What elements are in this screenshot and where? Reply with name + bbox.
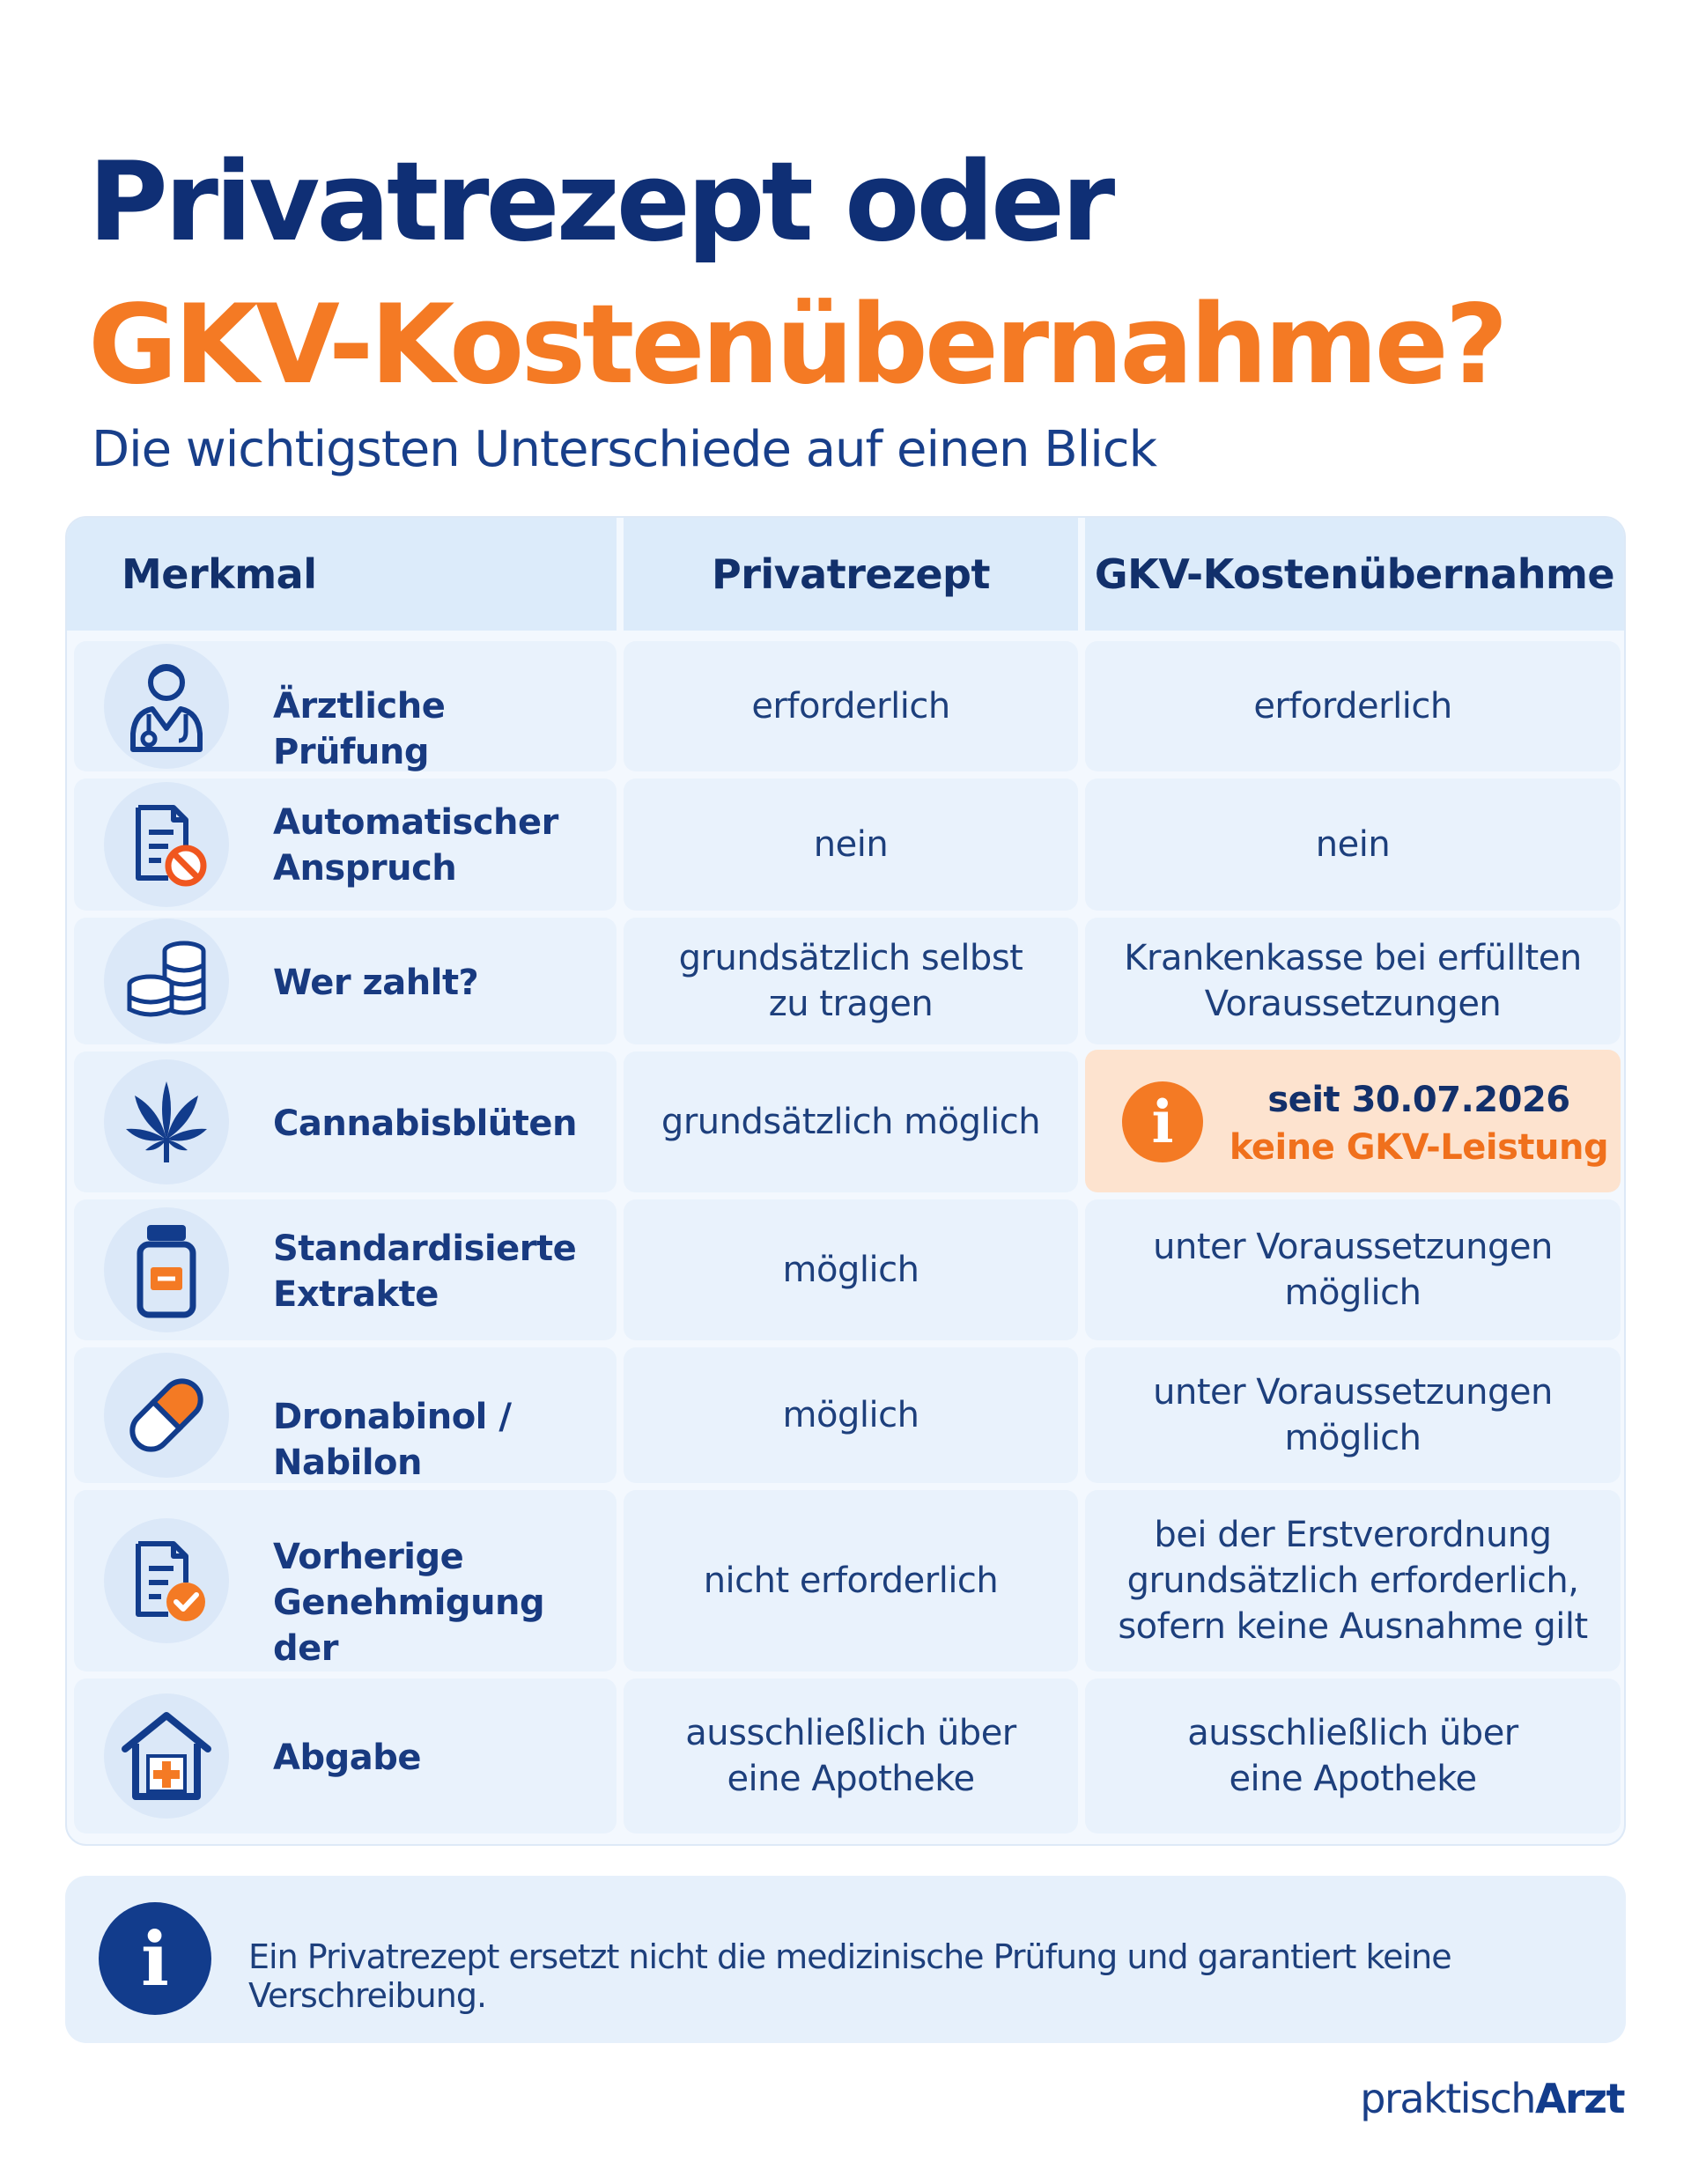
info-icon: i [1122, 1081, 1203, 1162]
column-header-privatrezept: Privatrezept [624, 518, 1078, 631]
title-line-2: GKV-Kostenübernahme? [88, 282, 1505, 409]
feature-label: Ärztliche Prüfung [273, 686, 446, 772]
feature-label: Standardisierte Extrakte [273, 1228, 577, 1315]
gkv-cell: nein [1085, 778, 1621, 911]
info-note [65, 1876, 1626, 2043]
table-row-feature [74, 1490, 617, 1671]
privat-cell: ausschließlich über eine Apotheke [624, 1679, 1078, 1834]
gkv-cell: Krankenkasse bei erfüllten Voraussetzungen [1085, 918, 1621, 1044]
feature-label: Wer zahlt? [273, 963, 479, 1003]
feature-label: Cannabisblüten [273, 1103, 577, 1144]
privat-cell: nein [624, 778, 1078, 911]
table-row-feature [74, 1199, 617, 1340]
column-header-gkv: GKV-Kostenübernahme [1085, 518, 1624, 631]
highlight-warning: keine GKV-Leistung [1229, 1127, 1609, 1168]
coins-icon [104, 919, 229, 1044]
table-row-feature [74, 641, 617, 771]
cannabis-leaf-icon [104, 1059, 229, 1184]
privat-cell: grundsätzlich möglich [624, 1051, 1078, 1192]
document-prohibited-icon [104, 782, 229, 907]
privat-cell: möglich [624, 1199, 1078, 1340]
brand-part-1: praktisch [1360, 2075, 1535, 2122]
privat-cell: möglich [624, 1347, 1078, 1483]
feature-label: Vorherige Genehmigung der [273, 1537, 545, 1669]
brand-logo [1360, 2075, 1624, 2122]
privat-cell: nicht erforderlich [624, 1490, 1078, 1671]
pharmacy-icon [104, 1693, 229, 1819]
privat-cell: erforderlich [624, 641, 1078, 771]
column-header-merkmal: Merkmal [67, 518, 617, 631]
info-icon: i [99, 1902, 211, 2015]
table-row-feature [74, 918, 617, 1044]
gkv-cell: bei der Erstverordnung grundsätzlich erforderlich, sofern keine Ausnahme gilt [1085, 1490, 1621, 1671]
feature-label: Dronabinol / Nabilon [273, 1397, 512, 1483]
document-check-icon [104, 1518, 229, 1643]
table-row-feature [74, 778, 617, 911]
table-row-feature [74, 1347, 617, 1483]
feature-label: Abgabe [273, 1738, 421, 1778]
gkv-cell: unter Voraussetzungen möglich [1085, 1347, 1621, 1483]
subtitle: Die wichtigsten Unterschiede auf einen Blick [92, 421, 1157, 478]
privat-cell: grundsätzlich selbst zu tragen [624, 918, 1078, 1044]
capsule-icon [104, 1353, 229, 1478]
table-row-feature [74, 1679, 617, 1834]
comparison-table [65, 516, 1626, 1846]
doctor-icon [104, 644, 229, 769]
highlight-text [1226, 1076, 1612, 1171]
medicine-jar-icon [104, 1207, 229, 1332]
feature-label: Automatischer Anspruch [273, 802, 558, 889]
info-note-text: Ein Privatrezept ersetzt nicht die medizinische Prüfung und garantiert keine Verschreibung. [248, 1937, 1451, 2015]
brand-part-2: Arzt [1534, 2075, 1624, 2122]
table-row-feature [74, 1051, 617, 1192]
title-line-1: Privatrezept oder [88, 139, 1112, 266]
gkv-highlight-cell [1085, 1050, 1621, 1192]
gkv-cell: ausschließlich über eine Apotheke [1085, 1679, 1621, 1834]
gkv-cell: unter Voraussetzungen möglich [1085, 1199, 1621, 1340]
gkv-cell: erforderlich [1085, 641, 1621, 771]
highlight-date: seit 30.07.2026 [1267, 1080, 1570, 1120]
